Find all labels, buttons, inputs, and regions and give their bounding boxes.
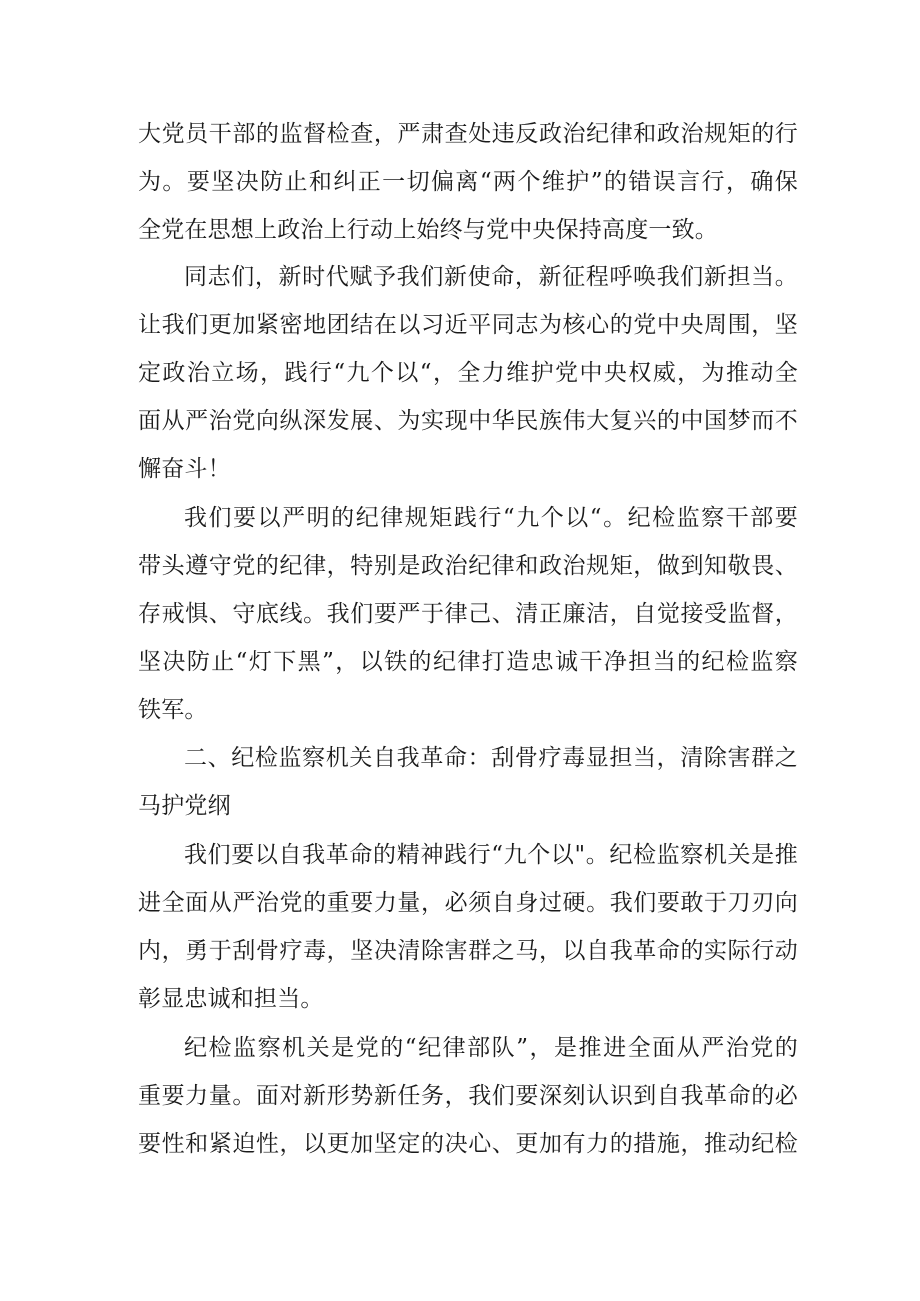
text-line: 彰显忠诚和担当。: [138, 986, 324, 1012]
text-line: 坚决防止“灯下黑”，以铁的纪律打造忠诚干净担当的纪检监察: [138, 649, 798, 675]
text-line: 定政治立场，践行“九个以“，全力维护党中央权威，为推动全: [138, 360, 798, 386]
text-line: 纪检监察机关是党的“纪律部队”，是推进全面从严治党的: [184, 1035, 798, 1061]
text-line: 进全面从严治党的重要力量，必须自身过硬。我们要敢于刀刃向: [138, 890, 798, 916]
text-line: 为。要坚决防止和纠正一切偏离“两个维护”的错误言行，确保: [138, 169, 798, 195]
section-heading-line: 二、纪检监察机关自我革命：刮骨疗毒显担当，清除害群之: [184, 745, 798, 771]
text-line: 懈奋斗！: [138, 456, 231, 482]
text-line: 我们要以自我革命的精神践行“九个以"。纪检监察机关是推: [184, 842, 798, 868]
text-line: 大党员干部的监督检查，严肃查处违反政治纪律和政治规矩的行: [138, 121, 798, 147]
text-line: 带头遵守党的纪律，特别是政治纪律和政治规矩，做到知敬畏、: [138, 553, 798, 579]
text-line: 内，勇于刮骨疗毒，坚决清除害群之马，以自我革命的实际行动: [138, 938, 798, 964]
text-line: 重要力量。面对新形势新任务，我们要深刻认识到自我革命的必: [138, 1083, 798, 1109]
text-line: 面从严治党向纵深发展、为实现中华民族伟大复兴的中国梦而不: [138, 408, 798, 434]
text-line: 让我们更加紧密地团结在以习近平同志为核心的党中央周围，坚: [138, 312, 798, 338]
text-line: 铁军。: [138, 697, 208, 723]
text-line: 全党在思想上政治上行动上始终与党中央保持高度一致。: [138, 217, 718, 243]
section-heading-line: 马护党纲: [138, 793, 231, 819]
text-line: 同志们，新时代赋予我们新使命，新征程呼唤我们新担当。: [184, 264, 798, 290]
text-line: 要性和紧迫性，以更加坚定的决心、更加有力的措施，推动纪检: [138, 1131, 798, 1157]
text-line: 存戒惧、守底线。我们要严于律己、清正廉洁，自觉接受监督，: [138, 601, 798, 627]
text-line: 我们要以严明的纪律规矩践行“九个以“。纪检监察干部要: [184, 505, 798, 531]
